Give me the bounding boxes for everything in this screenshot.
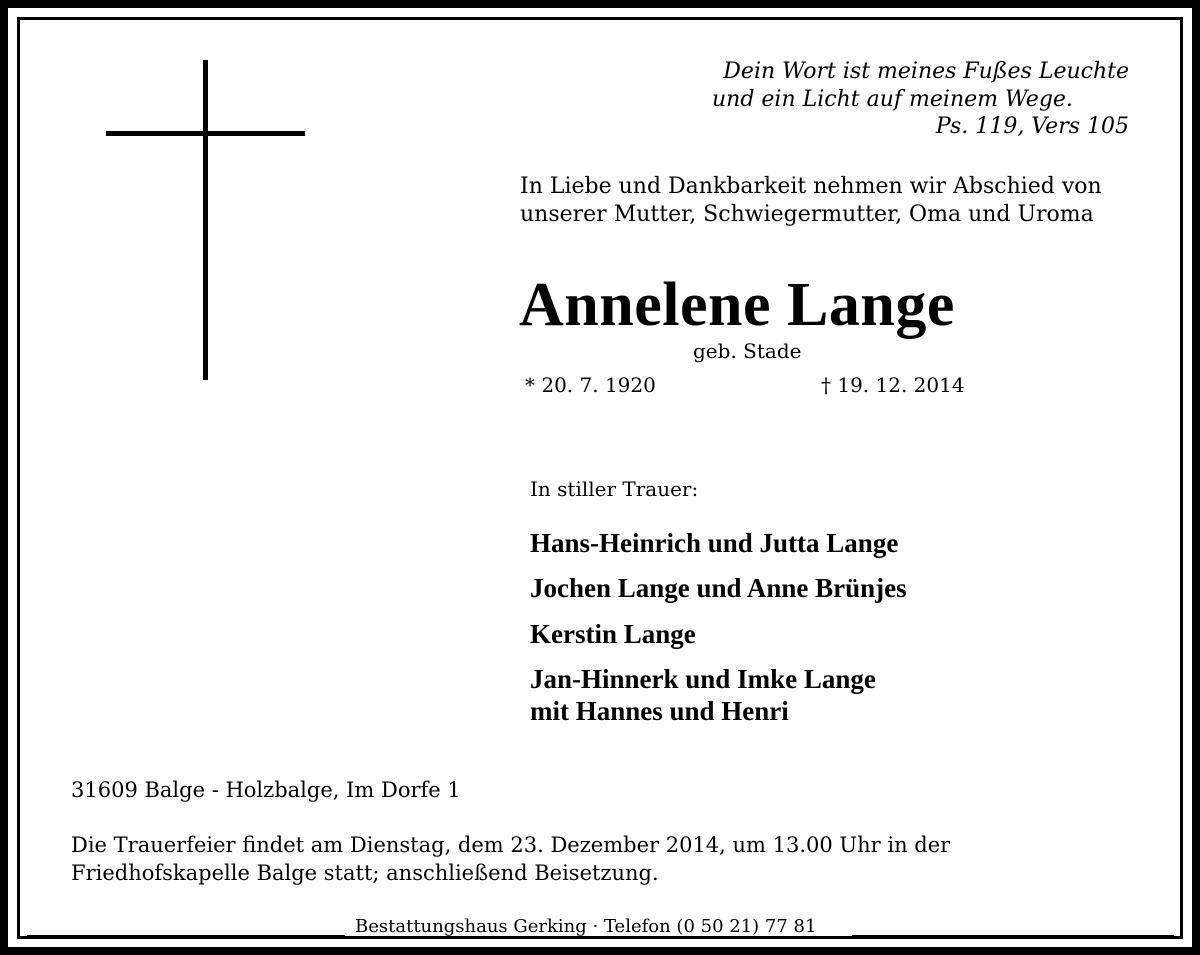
footer-funeral-home: Bestattungshaus Gerking · Telefon (0 50 21) 77 81 [355, 916, 817, 937]
cross-vertical-bar [203, 60, 208, 380]
cross-horizontal-bar [106, 131, 305, 136]
mourner-name: Jan-Hinnerk und Imke Lange [530, 664, 876, 694]
verse-line-2: und ein Licht auf meinem Wege. [712, 87, 1073, 112]
death-date: † 19. 12. 2014 [821, 373, 965, 397]
verse-line-1: Dein Wort ist meines Fußes Leuchte [723, 59, 1129, 84]
service-line-1: Die Trauerfeier findet am Dienstag, dem 23. Dezember 2014, um 13.00 Uhr in der [71, 833, 951, 857]
mourning-heading: In stiller Trauer: [530, 477, 699, 501]
service-line-2: Friedhofskapelle Balge statt; anschließend Beisetzung. [71, 861, 659, 885]
footer-rule-left [27, 935, 345, 937]
intro-line-2: unserer Mutter, Schwiegermutter, Oma und Uroma [520, 202, 1094, 227]
intro-line-1: In Liebe und Dankbarkeit nehmen wir Abschied von [520, 174, 1102, 199]
mourner-name: Kerstin Lange [530, 619, 696, 649]
verse-reference: Ps. 119, Vers 105 [935, 114, 1129, 139]
address: 31609 Balge - Holzbalge, Im Dorfe 1 [71, 778, 461, 802]
mourner-name: Hans-Heinrich und Jutta Lange [530, 528, 899, 558]
maiden-name: geb. Stade [693, 339, 802, 363]
mourner-name: mit Hannes und Henri [530, 696, 789, 726]
deceased-name: Annelene Lange [519, 271, 955, 339]
mourner-name: Jochen Lange und Anne Brünjes [530, 573, 907, 603]
birth-date: * 20. 7. 1920 [525, 373, 656, 397]
footer-rule-right [852, 935, 1174, 937]
